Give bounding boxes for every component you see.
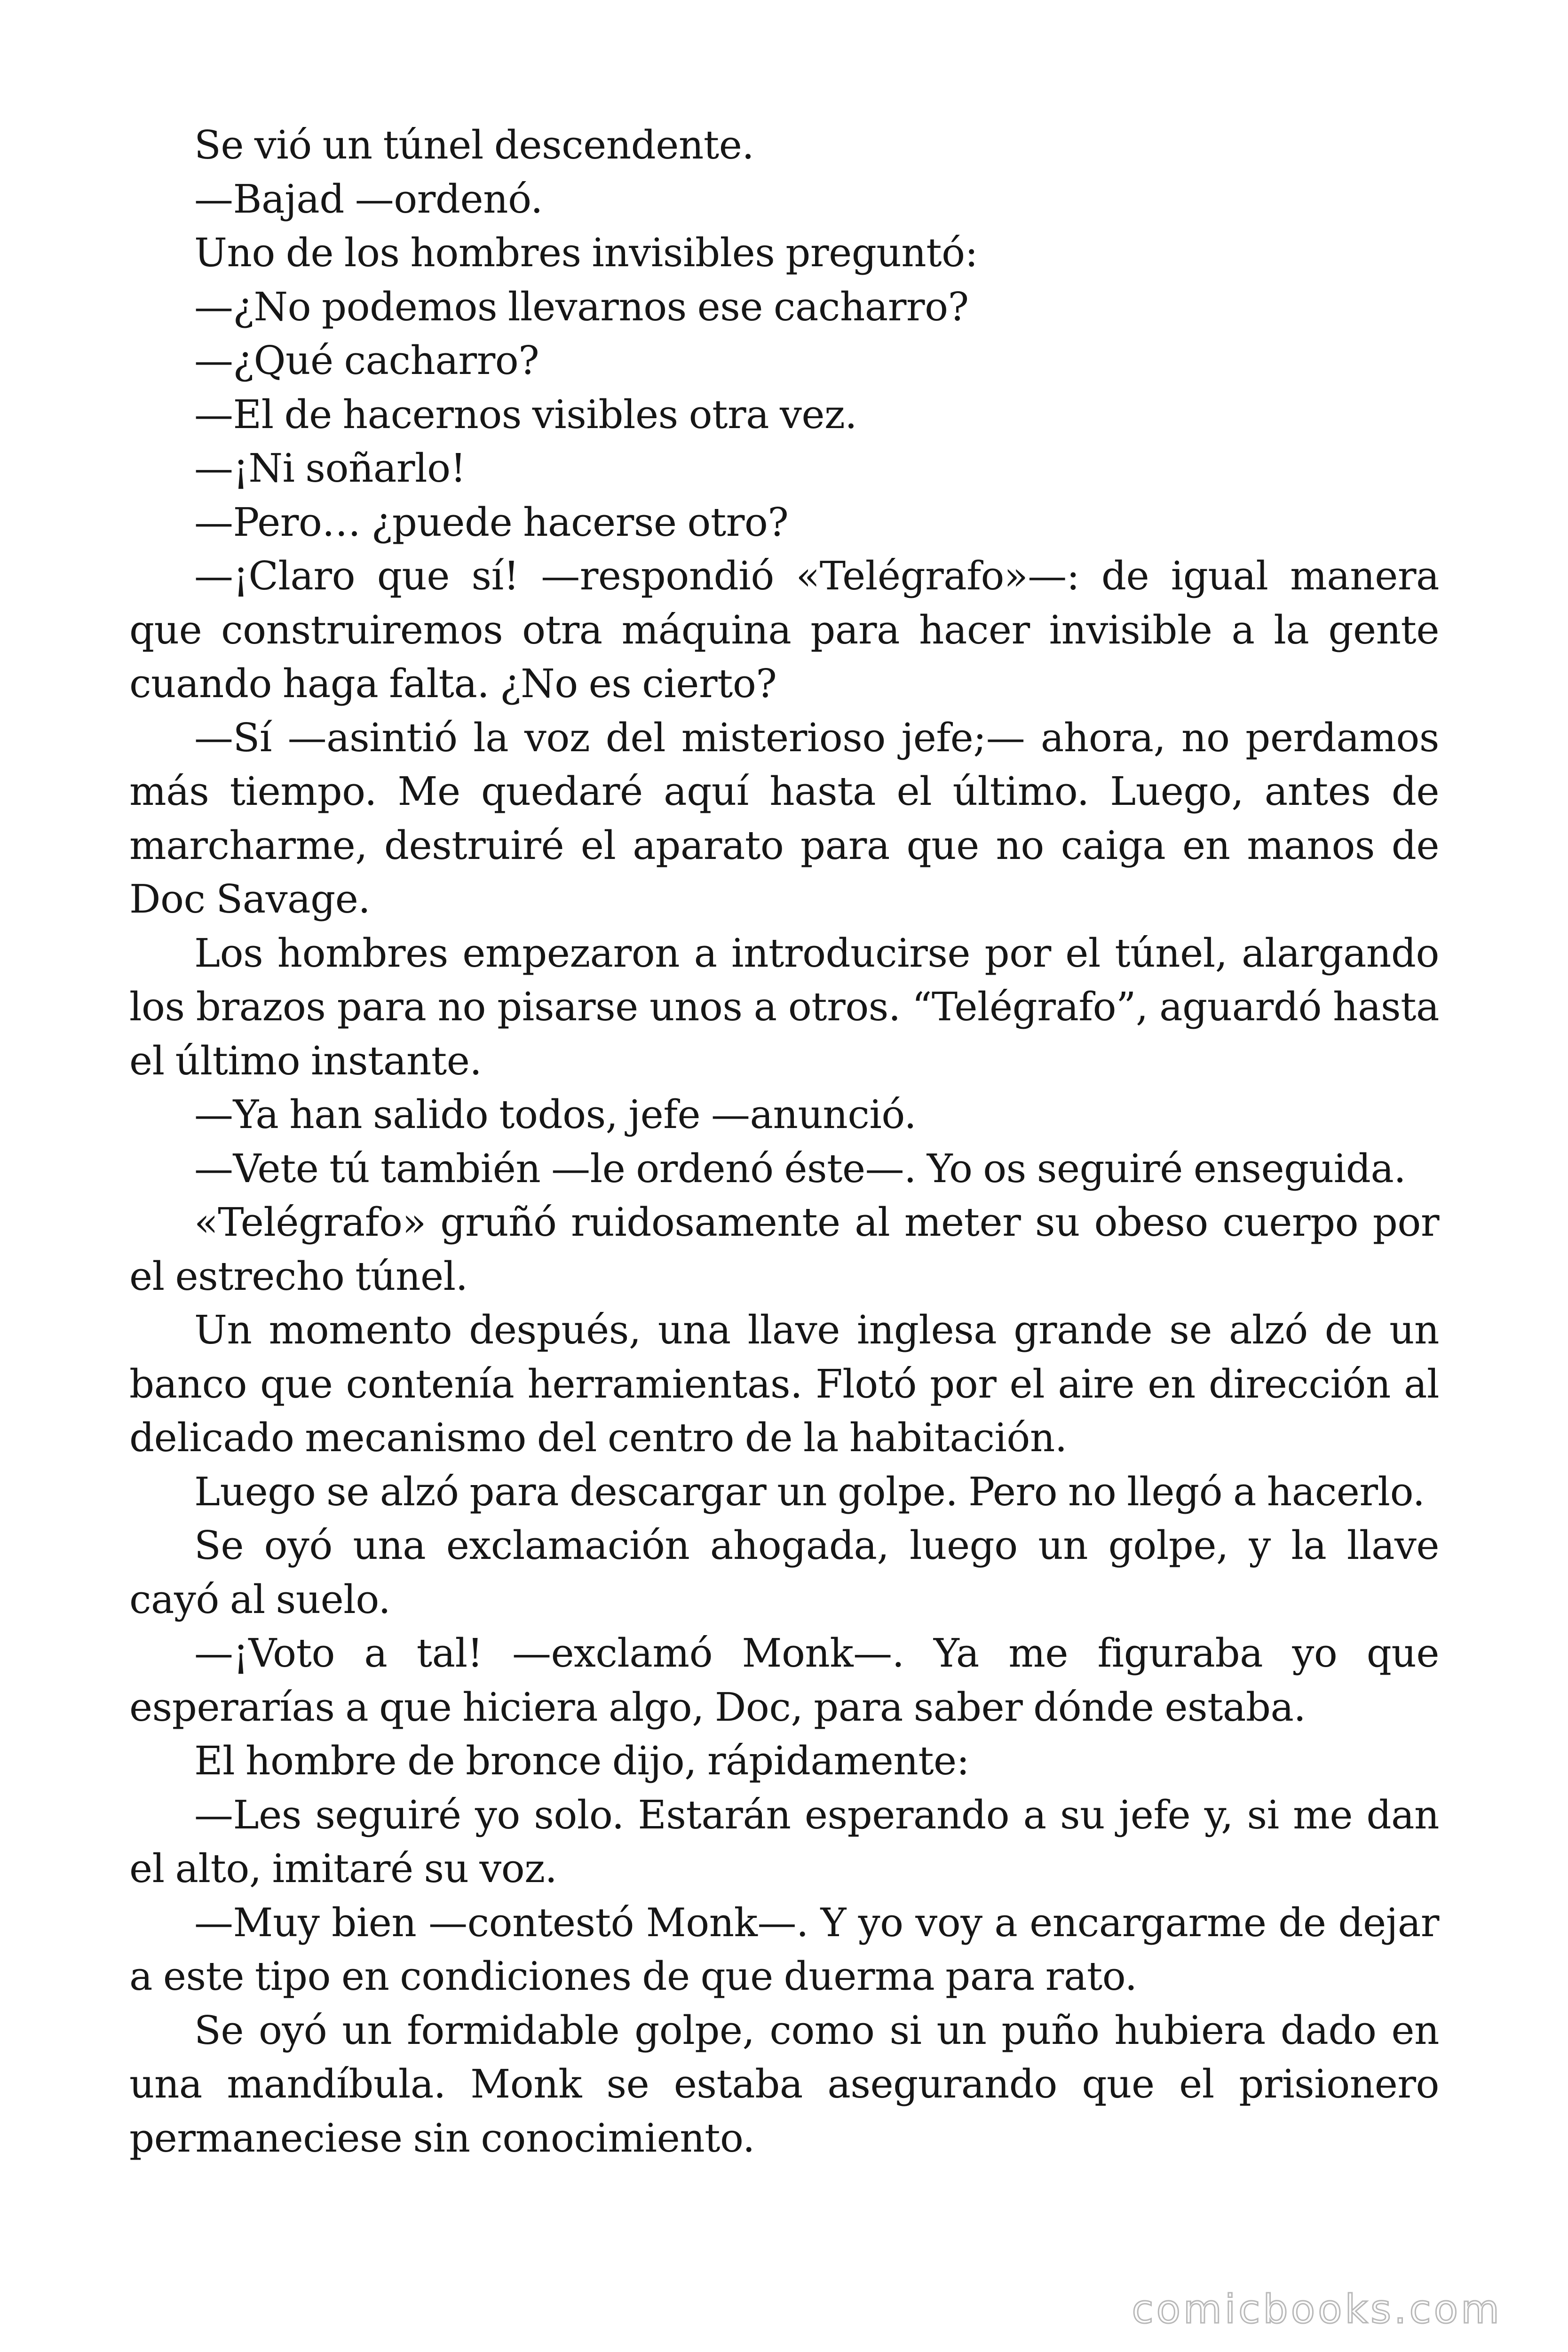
paragraph: —¿Qué cacharro? <box>194 338 539 383</box>
paragraph: Luego se alzó para descargar un golpe. Pero no llegó a hacerlo. <box>194 1469 1425 1515</box>
watermark: comicbooks.com <box>1132 2286 1502 2332</box>
paragraph: —¡Voto a tal! —exclamó Monk—. Ya me figuraba yo que esperarías a que hiciera algo, Doc, para saber dónde estaba. <box>129 1630 1439 1730</box>
paragraph: —¿No podemos llevarnos ese cacharro? <box>194 284 969 330</box>
paragraph: —Sí —asintió la voz del misterioso jefe;— ahora, no perdamos más tiempo. Me quedaré aquí hasta el último. Luego, antes de marcharme, destruiré el aparato para que no caiga en manos de Doc Savage. <box>129 715 1439 922</box>
paragraph: Se vió un túnel descendente. <box>194 122 754 168</box>
paragraph: «Telégrafo» gruñó ruidosamente al meter su obeso cuerpo por el estrecho túnel. <box>129 1200 1439 1299</box>
paragraph: —¡Ni soñarlo! <box>194 445 466 491</box>
paragraph: Se oyó un formidable golpe, como si un puño hubiera dado en una mandíbula. Monk se estaba asegurando que el prisionero permaneciese sin conocimiento. <box>129 2007 1439 2161</box>
paragraph: Un momento después, una llave inglesa grande se alzó de un banco que contenía herramientas. Flotó por el aire en dirección al delicado mecanismo del centro de la habitación. <box>129 1307 1439 1461</box>
paragraph: —Les seguiré yo solo. Estarán esperando a su jefe y, si me dan el alto, imitaré su voz. <box>129 1792 1439 1891</box>
paragraph: —Bajad —ordenó. <box>194 176 543 222</box>
paragraph: Se oyó una exclamación ahogada, luego un golpe, y la llave cayó al suelo. <box>129 1523 1439 1622</box>
body-text <box>129 119 1439 2165</box>
paragraph: Uno de los hombres invisibles preguntó: <box>194 230 978 276</box>
paragraph: —El de hacernos visibles otra vez. <box>194 391 857 437</box>
paragraph: —¡Claro que sí! —respondió «Telégrafo»—: de igual manera que construiremos otra máquina para hacer invisible a la gente cuando haga falta. ¿No es cierto? <box>129 553 1439 707</box>
paragraph: El hombre de bronce dijo, rápidamente: <box>194 1738 970 1784</box>
paragraph: —Muy bien —contestó Monk—. Y yo voy a encargarme de dejar a este tipo en condiciones de que duerma para rato. <box>129 1899 1439 1999</box>
paragraph: Los hombres empezaron a introducirse por el túnel, alargando los brazos para no pisarse unos a otros. “Telégrafo”, aguardó hasta el último instante. <box>129 930 1439 1084</box>
paragraph: —Pero… ¿puede hacerse otro? <box>194 499 789 545</box>
paragraph: —Ya han salido todos, jefe —anunció. <box>194 1092 917 1137</box>
paragraph: —Vete tú también —le ordenó éste—. Yo os seguiré enseguida. <box>194 1145 1406 1192</box>
